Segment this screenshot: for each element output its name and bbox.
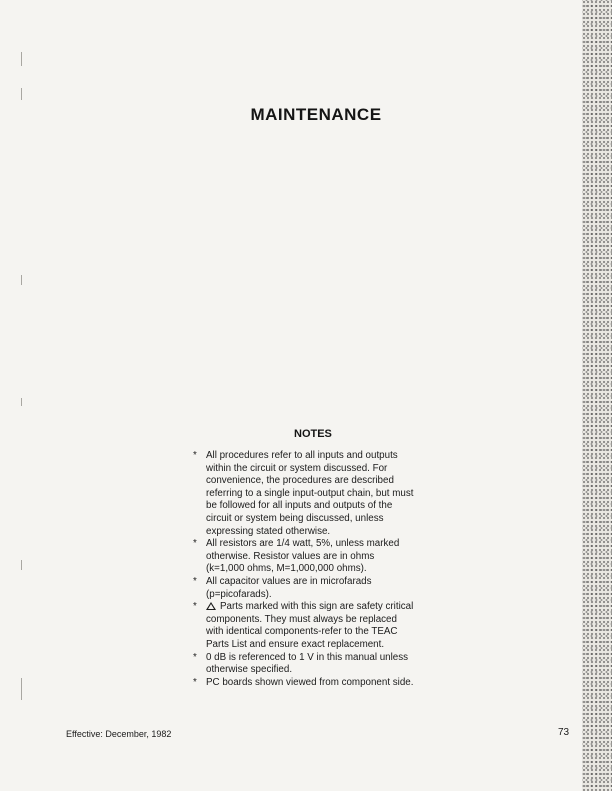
note-item [190, 601, 414, 651]
bullet: * [193, 651, 197, 663]
note-text: PC boards shown viewed from component side. [206, 676, 414, 688]
note-text: 0 dB is referenced to 1 V in this manual unless otherwise specified. [206, 651, 409, 676]
note-text: All capacitor values are in microfarads (p=picofarads). [206, 575, 372, 600]
notes-heading: NOTES [294, 428, 332, 440]
margin-mark [21, 678, 22, 700]
warning-triangle-icon [206, 602, 216, 610]
margin-mark [21, 560, 22, 570]
note-item [190, 450, 414, 538]
note-text: Parts marked with this sign are safety critical components. They must always be replaced with identical components-refer to the TEAC Parts List and ensure exact replacement. [206, 601, 414, 650]
margin-mark [21, 275, 22, 285]
notes-list [190, 450, 414, 689]
bullet: * [193, 601, 197, 613]
page-title: MAINTENANCE [250, 105, 382, 124]
margin-mark [21, 88, 22, 100]
note-text: All procedures refer to all inputs and outputs within the circuit or system discussed. For convenience, the procedures are described referring to a single input-output chain, but must be followed for all inputs and outputs of the circuit or system being discussed, unless expressing stated otherwise. [206, 450, 414, 537]
margin-mark [21, 398, 22, 406]
bullet: * [193, 538, 197, 550]
bullet: * [193, 575, 197, 587]
margin-mark [21, 52, 22, 66]
note-item [190, 677, 414, 690]
note-text: All resistors are 1/4 watt, 5%, unless marked otherwise. Resistor values are in ohms (k=1,000 ohms, M=1,000,000 ohms). [206, 538, 400, 575]
note-text-with-warning [206, 601, 414, 651]
note-item [190, 538, 414, 576]
footer-effective-date: Effective: December, 1982 [66, 729, 172, 739]
page-number: 73 [558, 727, 570, 738]
note-item [190, 652, 414, 677]
bullet: * [193, 450, 197, 461]
bullet: * [193, 676, 197, 688]
note-item [190, 576, 414, 601]
